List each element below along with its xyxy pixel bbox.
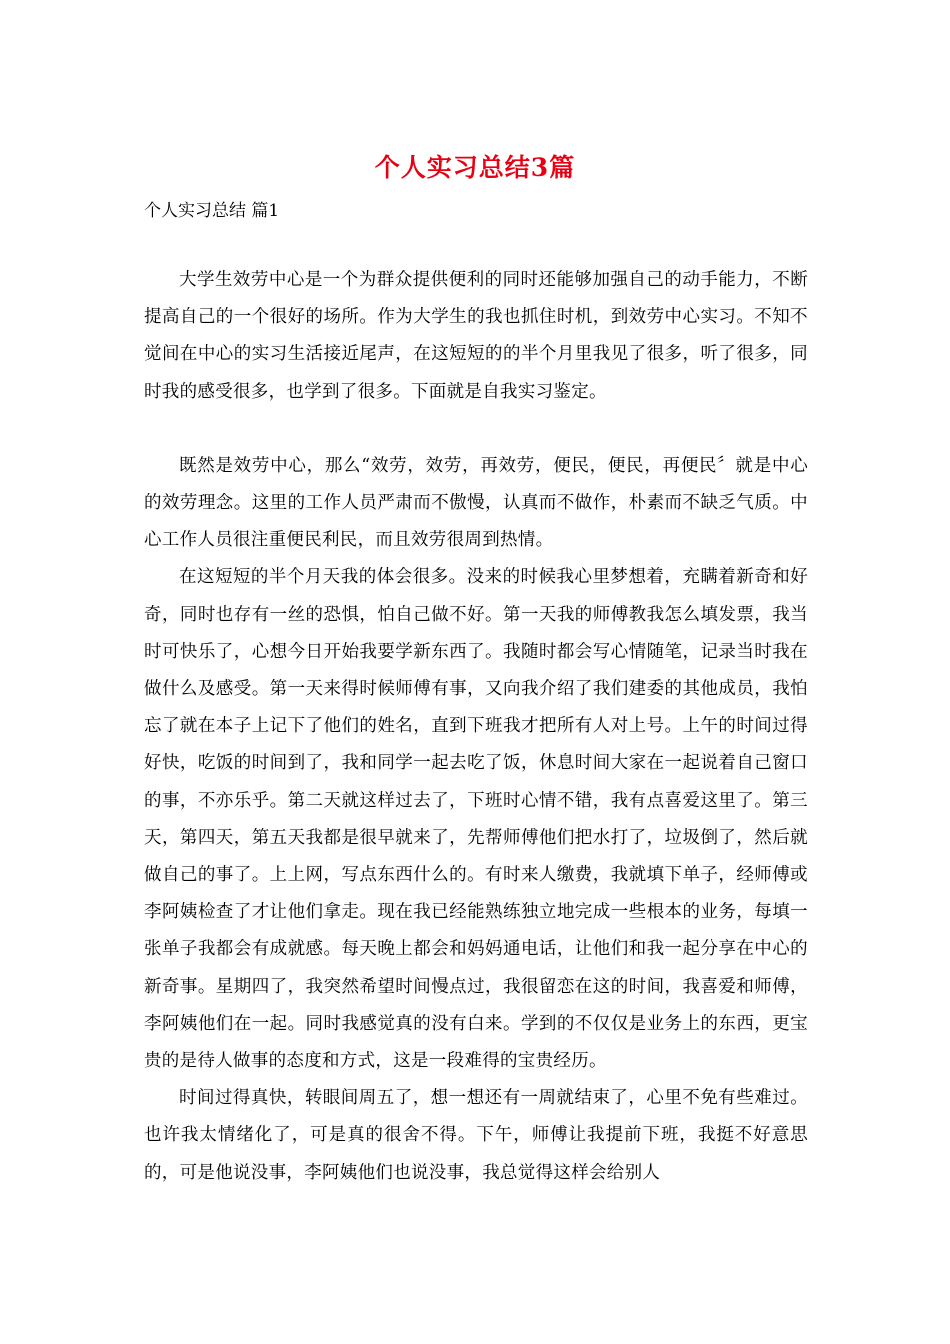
paragraph-3: 在这短短的半个月天我的体会很多。没来的时候我心里梦想着，充瞒着新奇和好奇，同时也存有一丝的恐惧，怕自己做不好。第一天我的师傅教我怎么填发票，我当时可快乐了，心想今日开始我要学新东西了。我随时都会写心情随笔，记录当时我在做什么及感受。第一天来得时候师傅有事，又向我介绍了我们建委的其他成员，我怕忘了就在本子上记下了他们的姓名，直到下班我才把所有人对上号。上午的时间过得好快，吃饭的时间到了，我和同学一起去吃了饭，休息时间大家在一起说着自己窗口的事，不亦乐乎。第二天就这样过去了，下班时心情不错，我有点喜爱这里了。第三天，第四天，第五天我都是很早就来了，先帮师傅他们把水打了，垃圾倒了，然后就做自己的事了。上上网，写点东西什么的。有时来人缴费，我就填下单子，经师傅或李阿姨检查了才让他们拿走。现在我已经能熟练独立地完成一些根本的业务，每填一张单子我都会有成就感。每天晚上都会和妈妈通电话，让他们和我一起分享在中心的新奇事。星期四了，我突然希望时间慢点过，我很留恋在这的时间，我喜爱和师傅，李阿姨他们在一起。同时我感觉真的没有白来。学到的不仅仅是业务上的东西，更宝贵的是待人做事的态度和方式，这是一段难得的宝贵经历。 — [144, 567, 808, 1072]
section-heading: 个人实习总结 篇1 — [144, 201, 280, 221]
document-body — [144, 262, 808, 1192]
paragraph-spacer — [144, 411, 808, 448]
document-title: 个人实习总结3篇 — [374, 153, 576, 182]
paragraph-2: 既然是效劳中心，那么“效劳，效劳，再效劳，便民，便民，再便民〞就是中心的效劳理念。这里的工作人员严肃而不傲慢，认真而不做作，朴素而不缺乏气质。中心工作人员很注重便民利民，而且效劳很周到热情。 — [144, 455, 808, 551]
paragraph-1: 大学生效劳中心是一个为群众提供便利的同时还能够加强自己的动手能力，不断提高自己的一个很好的场所。作为大学生的我也抓住时机，到效劳中心实习。不知不觉间在中心的实习生活接近尾声，在这短短的的半个月里我见了很多，听了很多，同时我的感受很多，也学到了很多。下面就是自我实习鉴定。 — [144, 270, 808, 402]
paragraph-4: 时间过得真快，转眼间周五了，想一想还有一周就结束了，心里不免有些难过。也许我太情绪化了，可是真的很舍不得。下午，师傅让我提前下班，我挺不好意思的，可是他说没事，李阿姨他们也说没事，我总觉得这样会给别人 — [144, 1088, 808, 1183]
